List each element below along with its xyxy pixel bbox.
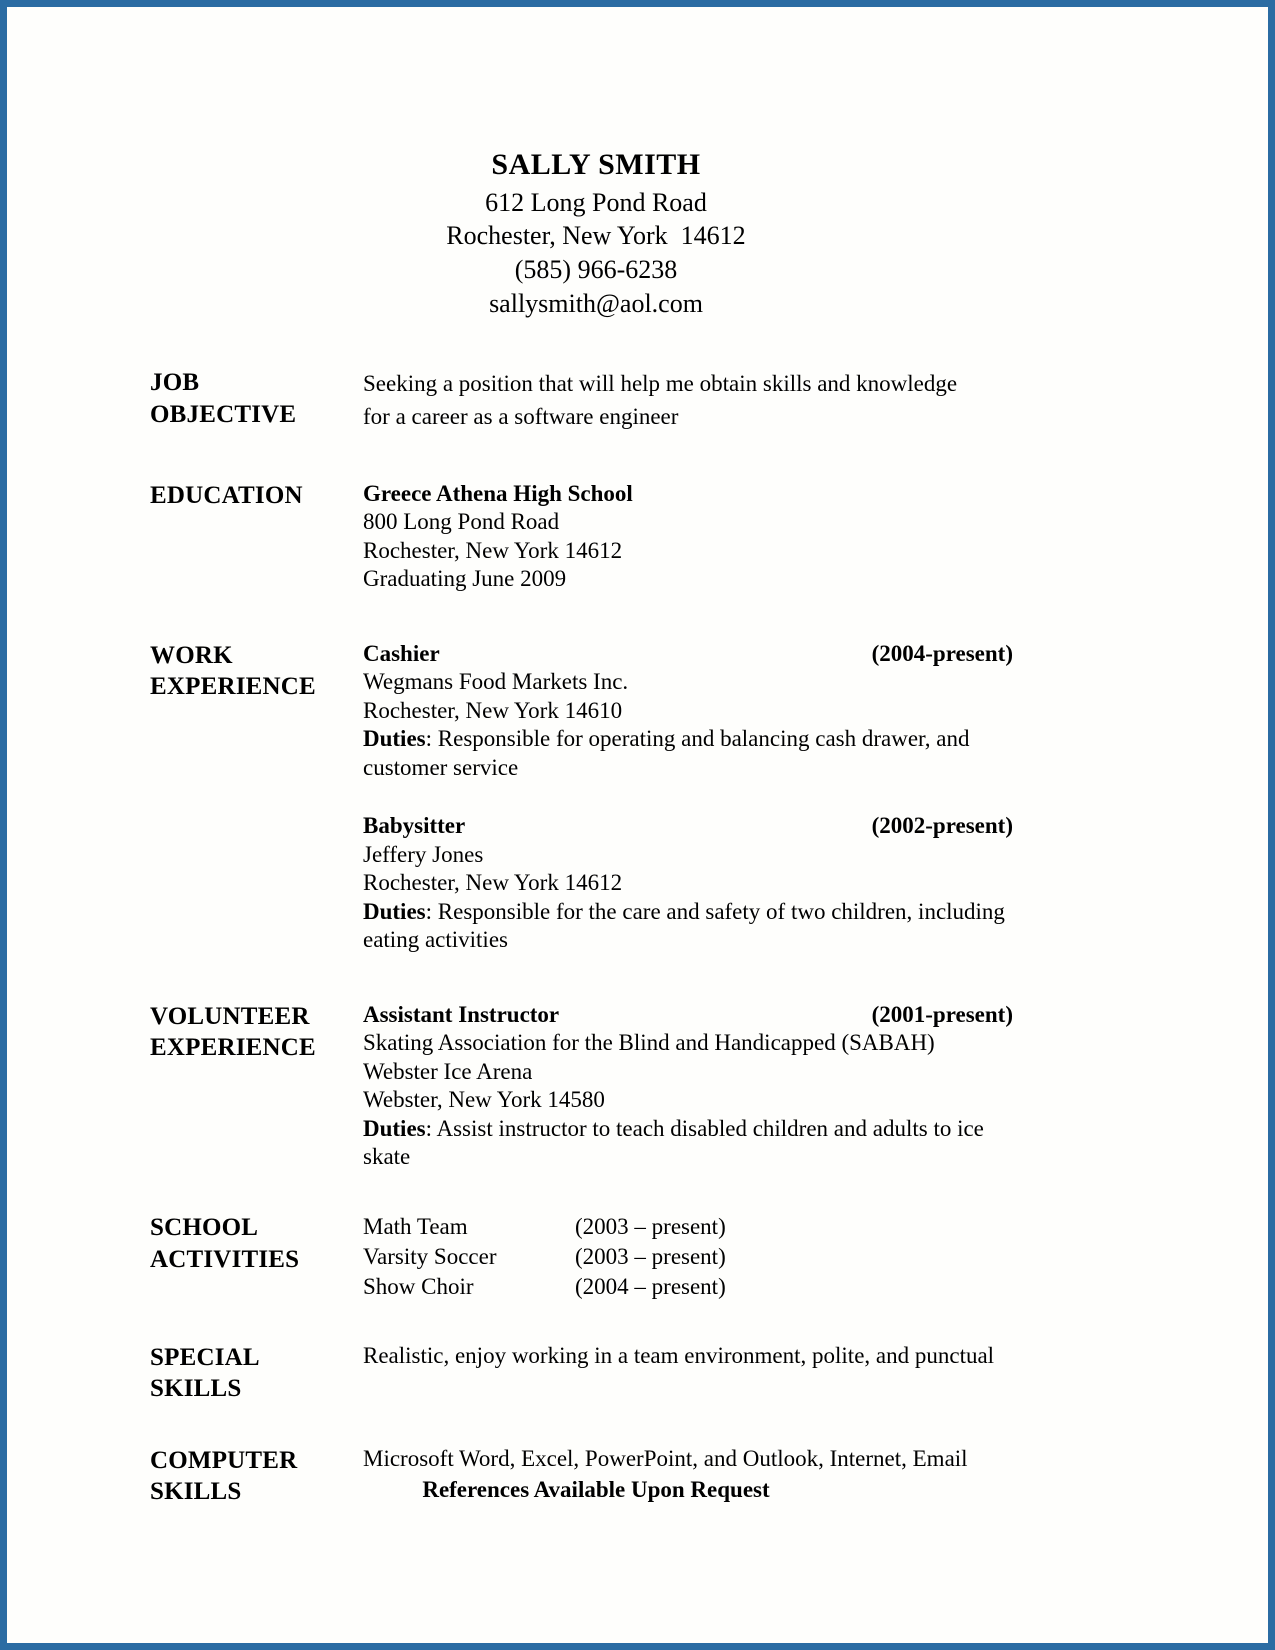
special-skills-text: Realistic, enjoy working in a team environment, polite, and punctual (363, 1342, 995, 1368)
education-city-state-zip: Rochester, New York 14612 (363, 537, 623, 563)
volunteer-job-dates: (2001-present) (871, 1001, 1013, 1027)
section-label-education (150, 480, 363, 512)
activities-label-line1: SCHOOL (150, 1214, 259, 1241)
education-school-name: Greece Athena High School (363, 480, 633, 506)
work-job-dates: (2002-present) (871, 813, 1013, 839)
applicant-email: sallysmith@aol.com (489, 288, 703, 318)
special-skills-label-line2: SKILLS (150, 1375, 242, 1403)
section-job-objective (150, 367, 1030, 434)
resume-body (150, 367, 1030, 1508)
work-duties (363, 898, 1030, 955)
job-objective-line1: Seeking a position that will help me obtain skills and knowledge (363, 371, 958, 396)
work-duties-label: Duties (363, 726, 426, 752)
section-work-experience (150, 640, 1030, 955)
work-entry-header (363, 640, 1013, 669)
spacer (150, 434, 1030, 480)
volunteer-duties-text: : Assist instructor to teach disabled children and adults to ice skate (363, 1115, 984, 1170)
work-entry-header (363, 812, 1013, 841)
activity-row (363, 1212, 1030, 1242)
section-label-job-objective (150, 367, 363, 430)
spacer (150, 1302, 1030, 1342)
education-content (363, 480, 1030, 594)
activity-name: Math Team (363, 1214, 468, 1239)
work-experience-content (363, 640, 1030, 955)
references-footer: References Available Upon Request (422, 1477, 770, 1502)
work-employer-city: Rochester, New York 14610 (363, 697, 623, 723)
work-job-title: Cashier (363, 640, 440, 666)
section-school-activities (150, 1212, 1030, 1302)
volunteer-label-line1: VOLUNTEER (150, 1002, 310, 1030)
work-employer: Jeffery Jones (363, 841, 484, 867)
spacer (150, 1172, 1030, 1212)
activity-name: Show Choir (363, 1273, 474, 1299)
section-label-special-skills (150, 1342, 363, 1405)
section-volunteer-experience (150, 1001, 1030, 1172)
volunteer-job-title: Assistant Instructor (363, 1001, 560, 1027)
job-objective-label-line1: JOB (150, 369, 200, 396)
volunteer-entry-header (363, 1001, 1013, 1030)
special-skills-content (363, 1342, 1030, 1371)
volunteer-duties-label: Duties (363, 1115, 426, 1141)
applicant-name: SALLY SMITH (491, 148, 701, 181)
activity-dates: (2003 – present) (575, 1243, 726, 1269)
job-objective-line2: for a career as a software engineer (363, 404, 679, 430)
section-label-volunteer-experience (150, 1001, 363, 1064)
computer-skills-content (363, 1445, 1030, 1474)
applicant-street: 612 Long Pond Road (485, 187, 707, 217)
volunteer-venue: Webster Ice Arena (363, 1058, 533, 1084)
volunteer-label-line2: EXPERIENCE (150, 1034, 316, 1062)
spacer (150, 1405, 1030, 1445)
spacer (150, 955, 1030, 1001)
resume-header (7, 147, 1185, 321)
job-objective-content (363, 367, 1030, 434)
work-job-title: Babysitter (363, 813, 466, 839)
special-skills-label-line1: SPECIAL (150, 1343, 260, 1371)
section-label-work-experience (150, 640, 363, 703)
activity-dates: (2004 – present) (575, 1273, 726, 1299)
work-employer-city: Rochester, New York 14612 (363, 870, 623, 896)
work-duties (363, 725, 1030, 782)
work-duties-text: : Responsible for the care and safety of two children, including eating activities (363, 898, 1005, 953)
spacer (150, 594, 1030, 640)
volunteer-duties (363, 1115, 1030, 1172)
section-special-skills (150, 1342, 1030, 1405)
applicant-city-state-zip: Rochester, New York 14612 (446, 221, 746, 251)
work-employer: Wegmans Food Markets Inc. (363, 669, 629, 695)
work-duties-text: : Responsible for operating and balancing cash drawer, and customer service (363, 726, 970, 780)
work-label-line2: EXPERIENCE (150, 673, 316, 701)
education-street: 800 Long Pond Road (363, 509, 560, 535)
applicant-phone: (585) 966-6238 (514, 255, 678, 285)
work-entry (363, 640, 1030, 783)
volunteer-city: Webster, New York 14580 (363, 1087, 605, 1113)
education-label: EDUCATION (150, 481, 303, 509)
computer-skills-text: Microsoft Word, Excel, PowerPoint, and Outlook, Internet, Email (363, 1445, 968, 1471)
computer-skills-label-line2: SKILLS (150, 1478, 242, 1506)
work-job-dates: (2004-present) (871, 640, 1013, 666)
work-label-line1: WORK (150, 641, 233, 669)
work-entry (363, 812, 1030, 955)
activity-row (363, 1272, 1030, 1302)
school-activities-content (363, 1212, 1030, 1302)
volunteer-organization: Skating Association for the Blind and Handicapped (SABAH) (363, 1030, 935, 1056)
volunteer-content (363, 1001, 1030, 1172)
computer-skills-label-line1: COMPUTER (150, 1446, 298, 1474)
education-graduating: Graduating June 2009 (363, 566, 567, 592)
activity-row (363, 1242, 1030, 1272)
activity-dates: (2003 – present) (575, 1214, 726, 1239)
job-objective-label-line2: OBJECTIVE (150, 400, 297, 428)
section-label-school-activities (150, 1212, 363, 1275)
work-duties-label: Duties (363, 898, 426, 924)
section-education (150, 480, 1030, 594)
activity-name: Varsity Soccer (363, 1243, 497, 1269)
activities-label-line2: ACTIVITIES (150, 1245, 300, 1273)
